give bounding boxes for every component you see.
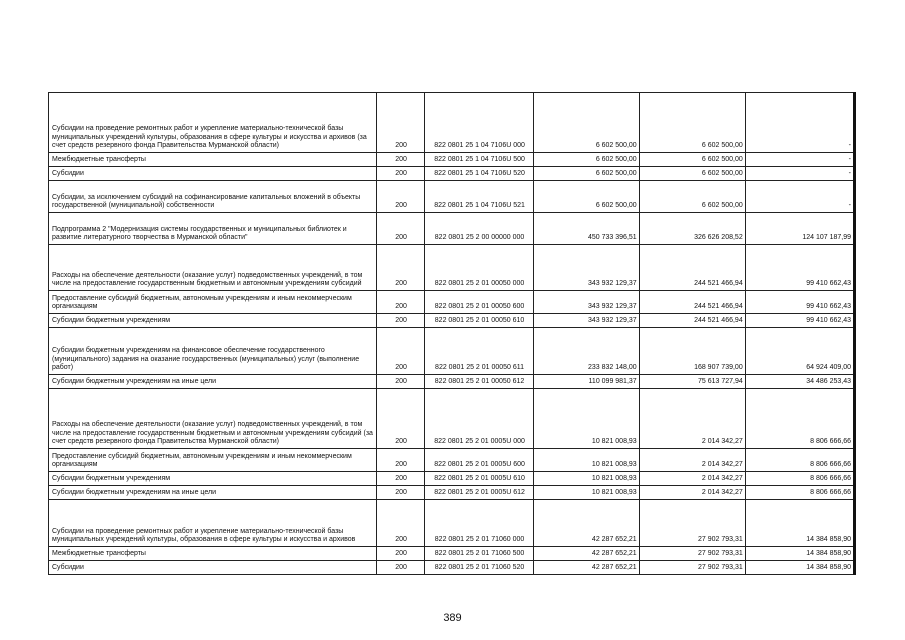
budget-code-cell: 822 0801 25 1 04 7106U 520 (425, 167, 533, 181)
table-row (49, 449, 855, 472)
amount-remaining-cell: - (745, 153, 854, 167)
amount-executed-cell: 27 902 793,31 (639, 547, 745, 561)
item-name-cell: Подпрограмма 2 "Модернизация системы государственных и муниципальных библиотек и развитие литературного творчества в Мурманской области" (49, 213, 377, 245)
amount-approved-cell: 110 099 981,37 (533, 375, 639, 389)
expense-type-cell: 200 (376, 291, 425, 314)
expense-type-cell: 200 (376, 245, 425, 291)
amount-remaining-cell: 99 410 662,43 (745, 245, 854, 291)
amount-approved-cell: 6 602 500,00 (533, 167, 639, 181)
item-name-cell: Предоставление субсидий бюджетным, автономным учреждениям и иным некоммерческим организациям (49, 291, 377, 314)
budget-table-body (49, 93, 855, 575)
expense-type-cell: 200 (376, 167, 425, 181)
table-row (49, 547, 855, 561)
item-name-cell: Межбюджетные трансферты (49, 547, 377, 561)
item-name-cell: Субсидии на проведение ремонтных работ и укрепление материально-технической базы муниципальных учреждений культуры, образования в сфере культуры и искусства и архивов (за счет средств резервного фонда Правительства Мурманской области) (49, 93, 377, 153)
amount-remaining-cell: 14 384 858,90 (745, 500, 854, 547)
item-name-cell: Расходы на обеспечение деятельности (оказание услуг) подведомственных учреждений, в том числе на предоставление государственным бюджетным и автономным учреждениям субсидий (за счет средств резервного фонда Правительства Мурманской области) (49, 389, 377, 449)
amount-approved-cell: 343 932 129,37 (533, 314, 639, 328)
table-row (49, 328, 855, 375)
amount-executed-cell: 244 521 466,94 (639, 245, 745, 291)
budget-code-cell: 822 0801 25 2 01 00050 611 (425, 328, 533, 375)
amount-executed-cell: 2 014 342,27 (639, 449, 745, 472)
item-name-cell: Субсидии бюджетным учреждениям на иные цели (49, 486, 377, 500)
amount-remaining-cell: 8 806 666,66 (745, 449, 854, 472)
table-row (49, 167, 855, 181)
table-row (49, 561, 855, 575)
table-row (49, 389, 855, 449)
table-row (49, 245, 855, 291)
amount-executed-cell: 2 014 342,27 (639, 472, 745, 486)
budget-code-cell: 822 0801 25 2 01 00050 612 (425, 375, 533, 389)
amount-approved-cell: 6 602 500,00 (533, 93, 639, 153)
amount-approved-cell: 10 821 008,93 (533, 389, 639, 449)
amount-approved-cell: 42 287 652,21 (533, 500, 639, 547)
amount-remaining-cell: - (745, 93, 854, 153)
amount-executed-cell: 75 613 727,94 (639, 375, 745, 389)
page-number: 389 (443, 612, 462, 624)
table-row (49, 314, 855, 328)
amount-approved-cell: 6 602 500,00 (533, 181, 639, 213)
table-row (49, 213, 855, 245)
expense-type-cell: 200 (376, 181, 425, 213)
amount-executed-cell: 2 014 342,27 (639, 486, 745, 500)
budget-code-cell: 822 0801 25 1 04 7106U 000 (425, 93, 533, 153)
budget-code-cell: 822 0801 25 2 01 0005U 610 (425, 472, 533, 486)
item-name-cell: Субсидии, за исключением субсидий на софинансирование капитальных вложений в объекты государственной (муниципальной) собственности (49, 181, 377, 213)
amount-remaining-cell: 124 107 187,99 (745, 213, 854, 245)
expense-type-cell: 200 (376, 486, 425, 500)
table-row (49, 181, 855, 213)
table-row (49, 486, 855, 500)
amount-remaining-cell: 8 806 666,66 (745, 472, 854, 486)
expense-type-cell: 200 (376, 213, 425, 245)
budget-code-cell: 822 0801 25 2 01 00050 600 (425, 291, 533, 314)
amount-approved-cell: 10 821 008,93 (533, 486, 639, 500)
amount-remaining-cell: 99 410 662,43 (745, 291, 854, 314)
amount-remaining-cell: 64 924 409,00 (745, 328, 854, 375)
amount-approved-cell: 42 287 652,21 (533, 561, 639, 575)
amount-remaining-cell: 8 806 666,66 (745, 389, 854, 449)
amount-executed-cell: 2 014 342,27 (639, 389, 745, 449)
amount-remaining-cell: 14 384 858,90 (745, 561, 854, 575)
budget-code-cell: 822 0801 25 2 01 00050 610 (425, 314, 533, 328)
amount-executed-cell: 244 521 466,94 (639, 314, 745, 328)
amount-approved-cell: 6 602 500,00 (533, 153, 639, 167)
amount-executed-cell: 27 902 793,31 (639, 561, 745, 575)
amount-executed-cell: 6 602 500,00 (639, 93, 745, 153)
budget-code-cell: 822 0801 25 2 01 0005U 600 (425, 449, 533, 472)
item-name-cell: Расходы на обеспечение деятельности (оказание услуг) подведомственных учреждений, в том числе на предоставление государственным бюджетным и автономным учреждениям субсидий (49, 245, 377, 291)
item-name-cell: Предоставление субсидий бюджетным, автономным учреждениям и иным некоммерческим организациям (49, 449, 377, 472)
expense-type-cell: 200 (376, 500, 425, 547)
budget-code-cell: 822 0801 25 2 01 71060 500 (425, 547, 533, 561)
budget-code-cell: 822 0801 25 1 04 7106U 521 (425, 181, 533, 213)
amount-approved-cell: 343 932 129,37 (533, 291, 639, 314)
budget-code-cell: 822 0801 25 2 01 0005U 000 (425, 389, 533, 449)
budget-code-cell: 822 0801 25 1 04 7106U 500 (425, 153, 533, 167)
expense-type-cell: 200 (376, 389, 425, 449)
item-name-cell: Субсидии бюджетным учреждениям (49, 472, 377, 486)
amount-executed-cell: 244 521 466,94 (639, 291, 745, 314)
expense-type-cell: 200 (376, 449, 425, 472)
item-name-cell: Субсидии бюджетным учреждениям на иные цели (49, 375, 377, 389)
expense-type-cell: 200 (376, 547, 425, 561)
expense-type-cell: 200 (376, 153, 425, 167)
amount-executed-cell: 326 626 208,52 (639, 213, 745, 245)
amount-approved-cell: 233 832 148,00 (533, 328, 639, 375)
table-row (49, 291, 855, 314)
item-name-cell: Субсидии на проведение ремонтных работ и укрепление материально-технической базы муниципальных учреждений культуры, образования в сфере культуры и искусства и архивов (49, 500, 377, 547)
item-name-cell: Межбюджетные трансферты (49, 153, 377, 167)
amount-remaining-cell: 99 410 662,43 (745, 314, 854, 328)
amount-approved-cell: 42 287 652,21 (533, 547, 639, 561)
amount-remaining-cell: - (745, 167, 854, 181)
amount-remaining-cell: 34 486 253,43 (745, 375, 854, 389)
item-name-cell: Субсидии (49, 167, 377, 181)
amount-executed-cell: 168 907 739,00 (639, 328, 745, 375)
amount-executed-cell: 6 602 500,00 (639, 167, 745, 181)
expense-type-cell: 200 (376, 375, 425, 389)
item-name-cell: Субсидии бюджетным учреждениям на финансовое обеспечение государственного (муниципального) задания на оказание государственных (муниципальных) услуг (выполнение работ) (49, 328, 377, 375)
table-row (49, 500, 855, 547)
amount-remaining-cell: 14 384 858,90 (745, 547, 854, 561)
budget-code-cell: 822 0801 25 2 01 00050 000 (425, 245, 533, 291)
budget-table (48, 92, 856, 575)
item-name-cell: Субсидии (49, 561, 377, 575)
expense-type-cell: 200 (376, 472, 425, 486)
amount-remaining-cell: - (745, 181, 854, 213)
amount-approved-cell: 450 733 396,51 (533, 213, 639, 245)
amount-approved-cell: 10 821 008,93 (533, 449, 639, 472)
table-row (49, 93, 855, 153)
expense-type-cell: 200 (376, 314, 425, 328)
table-row (49, 153, 855, 167)
item-name-cell: Субсидии бюджетным учреждениям (49, 314, 377, 328)
amount-approved-cell: 10 821 008,93 (533, 472, 639, 486)
amount-executed-cell: 6 602 500,00 (639, 153, 745, 167)
budget-code-cell: 822 0801 25 2 00 00000 000 (425, 213, 533, 245)
amount-executed-cell: 6 602 500,00 (639, 181, 745, 213)
budget-code-cell: 822 0801 25 2 01 71060 520 (425, 561, 533, 575)
amount-remaining-cell: 8 806 666,66 (745, 486, 854, 500)
table-row (49, 375, 855, 389)
budget-code-cell: 822 0801 25 2 01 71060 000 (425, 500, 533, 547)
expense-type-cell: 200 (376, 561, 425, 575)
budget-code-cell: 822 0801 25 2 01 0005U 612 (425, 486, 533, 500)
amount-approved-cell: 343 932 129,37 (533, 245, 639, 291)
expense-type-cell: 200 (376, 328, 425, 375)
amount-executed-cell: 27 902 793,31 (639, 500, 745, 547)
expense-type-cell: 200 (376, 93, 425, 153)
table-row (49, 472, 855, 486)
